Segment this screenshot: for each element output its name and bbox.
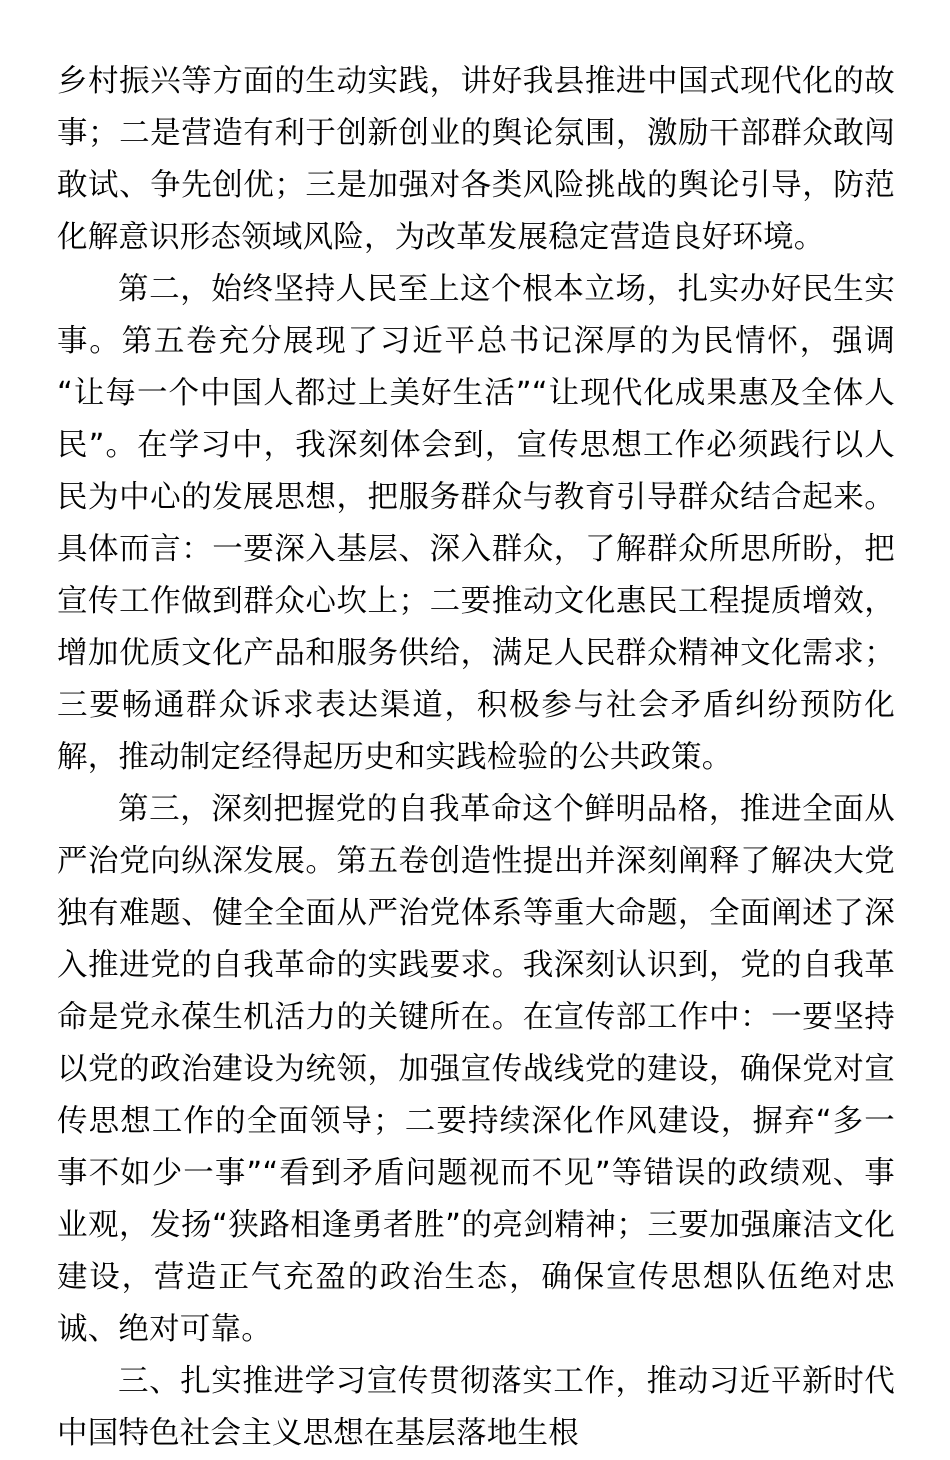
paragraph-third-point: 第三，深刻把握党的自我革命这个鲜明品格，推进全面从严治党向纵深发展。第五卷创造性提出并深刻阐释了解决大党独有难题、健全全面从严治党体系等重大命题，全面阐述了深入推进党的自我革命的实践要求。我深刻认识到，党的自我革命是党永葆生机活力的关键所在。在宣传部工作中：一要坚持以党的政治建设为统领，加强宣传战线党的建设，确保党对宣传思想工作的全面领导；二要持续深化作风建设，摒弃“多一事不如少一事”“看到矛盾问题视而不见”等错误的政绩观、事业观，发扬“狭路相逢勇者胜”的亮剑精神；三要加强廉洁文化建设，营造正气充盈的政治生态，确保宣传思想队伍绝对忠诚、绝对可靠。 xyxy=(57,792,895,1347)
section-heading-three: 三、扎实推进学习宣传贯彻落实工作，推动习近平新时代中国特色社会主义思想在基层落地生根 xyxy=(57,1364,895,1451)
paragraph-second-point: 第二，始终坚持人民至上这个根本立场，扎实办好民生实事。第五卷充分展现了习近平总书记深厚的为民情怀，强调“让每一个中国人都过上美好生活”“让现代化成果惠及全体人民”。在学习中，我深刻体会到，宣传思想工作必须践行以人民为中心的发展思想，把服务群众与教育引导群众结合起来。具体而言：一要深入基层、深入群众，了解群众所思所盼，把宣传工作做到群众心坎上；二要推动文化惠民工程提质增效，增加优质文化产品和服务供给，满足人民群众精神文化需求；三要畅通群众诉求表达渠道，积极参与社会矛盾纠纷预防化解，推动制定经得起历史和实践检验的公共政策。 xyxy=(57,272,895,775)
paragraph-continuation: 乡村振兴等方面的生动实践，讲好我县推进中国式现代化的故事；二是营造有利于创新创业的舆论氛围，激励干部群众敢闯敢试、争先创优；三是加强对各类风险挑战的舆论引导，防范化解意识形态领域风险，为改革发展稳定营造良好环境。 xyxy=(57,64,895,255)
document-body xyxy=(57,56,895,1460)
